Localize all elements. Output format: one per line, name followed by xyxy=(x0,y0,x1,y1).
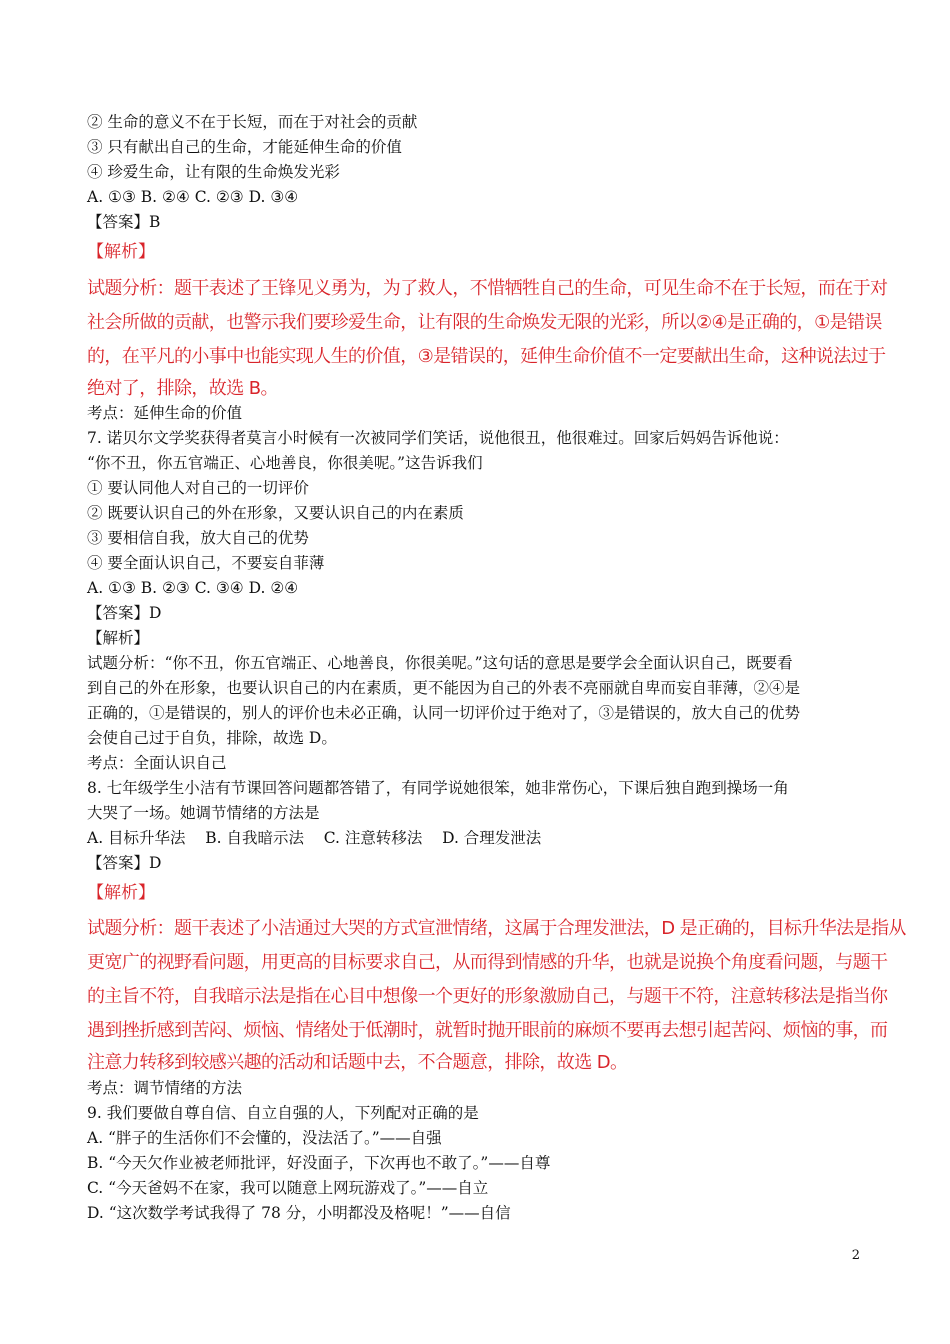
q9-stem: 9. 我们要做自尊自信、自立自强的人，下列配对正确的是 xyxy=(87,1104,479,1122)
q6-analysis-heading: 【解析】 xyxy=(87,242,155,262)
q7-knowledge-point: 考点：全面认识自己 xyxy=(87,754,227,772)
q8-stem-line-1: 8. 七年级学生小洁有节课回答问题都答错了，有同学说她很笨，她非常伤心，下课后独自跑到操场一角 xyxy=(87,779,789,797)
q8-knowledge-point: 考点：调节情绪的方法 xyxy=(87,1079,243,1097)
q8-analysis-line: 注意力转移到较感兴趣的活动和话题中去，不合题意，排除，故选 D。 xyxy=(87,1052,628,1073)
q9-option-c: C. “今天爸妈不在家，我可以随意上网玩游戏了。”——自立 xyxy=(87,1179,489,1197)
q9-option-b: B. “今天欠作业被老师批评，好没面子，下次再也不敢了。”——自尊 xyxy=(87,1154,551,1172)
q7-analysis-line: 试题分析：“你不丑，你五官端正、心地善良，你很美呢。”这句话的意思是要学会全面认识自己，既要看 xyxy=(87,654,793,672)
q6-knowledge-point: 考点：延伸生命的价值 xyxy=(87,404,243,422)
q6-analysis-line: 试题分析：题干表述了王锋见义勇为，为了救人，不惜牺牲自己的生命，可见生命不在于长短，而在于对 xyxy=(87,278,888,299)
q6-analysis-line: 的，在平凡的小事中也能实现人生的价值，③是错误的，延伸生命价值不一定要献出生命，这种说法过于 xyxy=(87,346,886,367)
q7-analysis-heading: 【解析】 xyxy=(87,629,150,647)
q8-analysis-line: 的主旨不符，自我暗示法是指在心目中想像一个更好的形象激励自己，与题干不符，注意转移法是指当你 xyxy=(87,986,888,1007)
q9-option-d: D. “这次数学考试我得了 78 分，小明都没及格呢！”——自信 xyxy=(87,1204,511,1222)
q7-analysis-line: 会使自己过于自负，排除，故选 D。 xyxy=(87,729,337,747)
q6-analysis-line: 绝对了，排除，故选 B。 xyxy=(87,378,278,399)
q7-analysis-line: 正确的，①是错误的，别人的评价也未必正确，认同一切评价过于绝对了，③是错误的，放大自己的优势 xyxy=(87,704,801,722)
q8-analysis-heading: 【解析】 xyxy=(87,883,155,903)
q6-option-2: ② 生命的意义不在于长短，而在于对社会的贡献 xyxy=(87,113,418,131)
q7-option-2: ② 既要认识自己的外在形象，又要认识自己的内在素质 xyxy=(87,504,464,522)
q9-option-a: A. “胖子的生活你们不会懂的，没法活了。”——自强 xyxy=(87,1129,442,1147)
q6-option-3: ③ 只有献出自己的生命，才能延伸生命的价值 xyxy=(87,138,402,156)
q8-analysis-line: 更宽广的视野看问题，用更高的目标要求自己，从而得到情感的升华，也就是说换个角度看问题，与题干 xyxy=(87,952,888,973)
q8-analysis-line: 遇到挫折感到苦闷、烦恼、情绪处于低潮时，就暂时抛开眼前的麻烦不要再去想引起苦闷、烦恼的事，而 xyxy=(87,1020,888,1041)
q8-analysis-line: 试题分析：题干表述了小洁通过大哭的方式宣泄情绪，这属于合理发泄法，D 是正确的，目标升华法是指从 xyxy=(87,918,906,939)
q7-analysis-line: 到自己的外在形象，也要认识自己的内在素质，更不能因为自己的外表不亮丽就自卑而妄自菲薄，②④是 xyxy=(87,679,801,697)
q6-analysis-line: 社会所做的贡献，也警示我们要珍爱生命，让有限的生命焕发无限的光彩，所以②④是正确的，①是错误 xyxy=(87,312,882,333)
q6-answer: 【答案】B xyxy=(87,213,161,231)
q7-stem-line-2: “你不丑，你五官端正、心地善良，你很美呢。”这告诉我们 xyxy=(87,454,483,472)
q8-stem-line-2: 大哭了一场。她调节情绪的方法是 xyxy=(87,804,320,822)
q7-option-3: ③ 要相信自我，放大自己的优势 xyxy=(87,529,309,547)
q7-stem-line-1: 7. 诺贝尔文学奖获得者莫言小时候有一次被同学们笑话，说他很丑，他很难过。回家后妈妈告诉他说： xyxy=(87,429,789,447)
page-number: 2 xyxy=(851,1248,860,1263)
q7-choices: A. ①③ B. ②③ C. ③④ D. ②④ xyxy=(87,579,299,597)
q6-option-4: ④ 珍爱生命，让有限的生命焕发光彩 xyxy=(87,163,340,181)
q8-choices: A. 目标升华法 B. 自我暗示法 C. 注意转移法 D. 合理发泄法 xyxy=(87,829,542,847)
q6-choices: A. ①③ B. ②④ C. ②③ D. ③④ xyxy=(87,188,299,206)
q7-option-4: ④ 要全面认识自己，不要妄自菲薄 xyxy=(87,554,325,572)
q7-answer: 【答案】D xyxy=(87,604,162,622)
q8-answer: 【答案】D xyxy=(87,854,162,872)
q7-option-1: ① 要认同他人对自己的一切评价 xyxy=(87,479,309,497)
